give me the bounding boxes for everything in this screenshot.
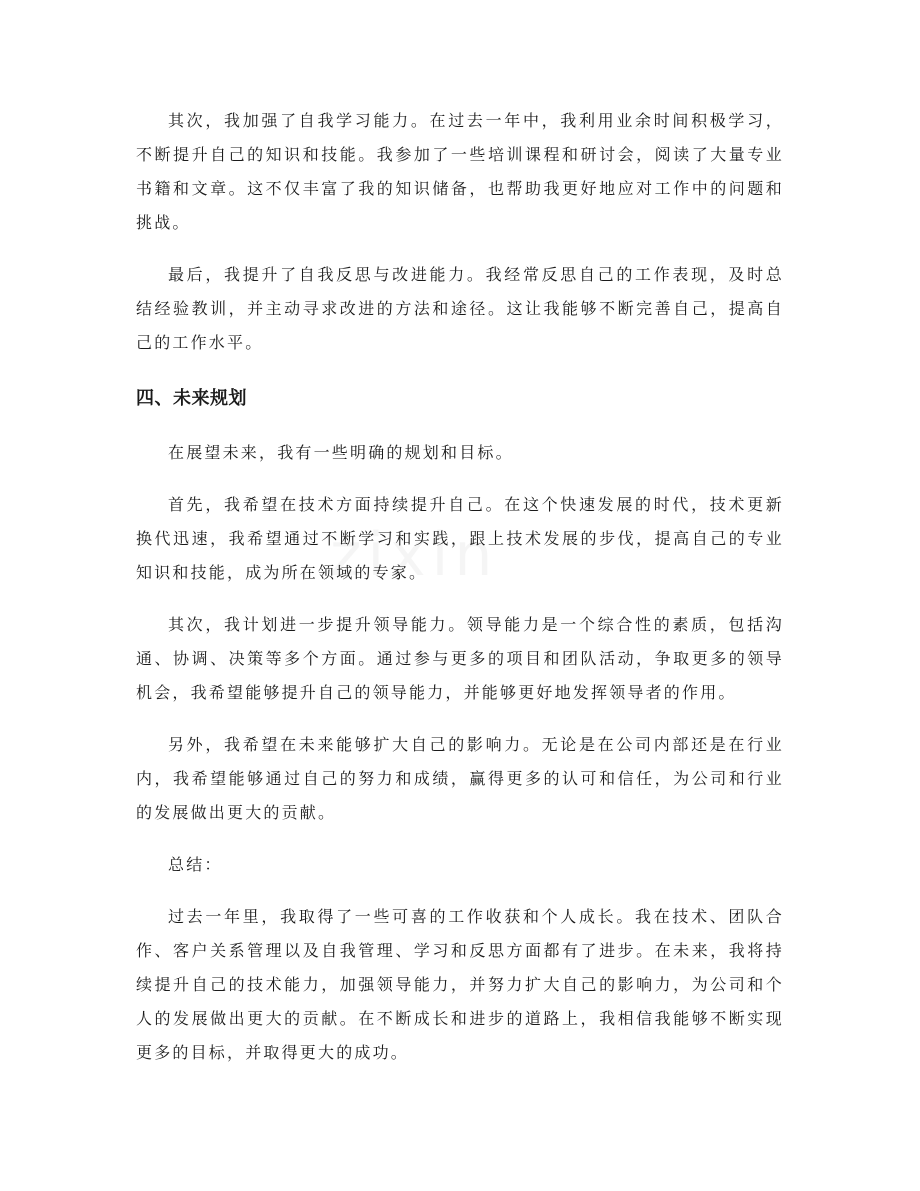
paragraph-summary-label: 总结： xyxy=(168,855,223,874)
section-heading-future-plan: 四、未来规划 xyxy=(136,388,247,409)
paragraph-influence-goal: 另外，我希望在未来能够扩大自己的影响力。无论是在公司内部还是在行业内，我希望能够通过自己的努力和成绩，赢得更多的认可和信任，为公司和行业的发展做出更大的贡献。 xyxy=(136,735,784,822)
paragraph-leadership-goal: 其次，我计划进一步提升领导能力。领导能力是一个综合性的素质，包括沟通、协调、决策等多个方面。通过参与更多的项目和团队活动，争取更多的领导机会，我希望能够提升自己的领导能力，并能够更好地发挥领导者的作用。 xyxy=(136,615,784,702)
paragraph-tech-goal: 首先，我希望在技术方面持续提升自己。在这个快速发展的时代，技术更新换代迅速，我希望通过不断学习和实践，跟上技术发展的步伐，提高自己的专业知识和技能，成为所在领域的专家。 xyxy=(136,495,784,582)
document-page xyxy=(136,104,784,1088)
paragraph-self-learning: 其次，我加强了自我学习能力。在过去一年中，我利用业余时间积极学习，不断提升自己的知识和技能。我参加了一些培训课程和研讨会，阅读了大量专业书籍和文章。这不仅丰富了我的知识储备，也帮助我更好地应对工作中的问题和挑战。 xyxy=(136,111,784,232)
paragraph-self-reflection: 最后，我提升了自我反思与改进能力。我经常反思自己的工作表现，及时总结经验教训，并主动寻求改进的方法和途径。这让我能够不断完善自己，提高自己的工作水平。 xyxy=(136,265,784,352)
paragraph-summary: 过去一年里，我取得了一些可喜的工作收获和个人成长。我在技术、团队合作、客户关系管理以及自我管理、学习和反思方面都有了进步。在未来，我将持续提升自己的技术能力，加强领导能力，并努力扩大自己的影响力，为公司和个人的发展做出更大的贡献。在不断成长和进步的道路上，我相信我能够不断实现更多的目标，并取得更大的成功。 xyxy=(136,907,784,1062)
paragraph-outlook: 在展望未来，我有一些明确的规划和目标。 xyxy=(168,443,514,462)
